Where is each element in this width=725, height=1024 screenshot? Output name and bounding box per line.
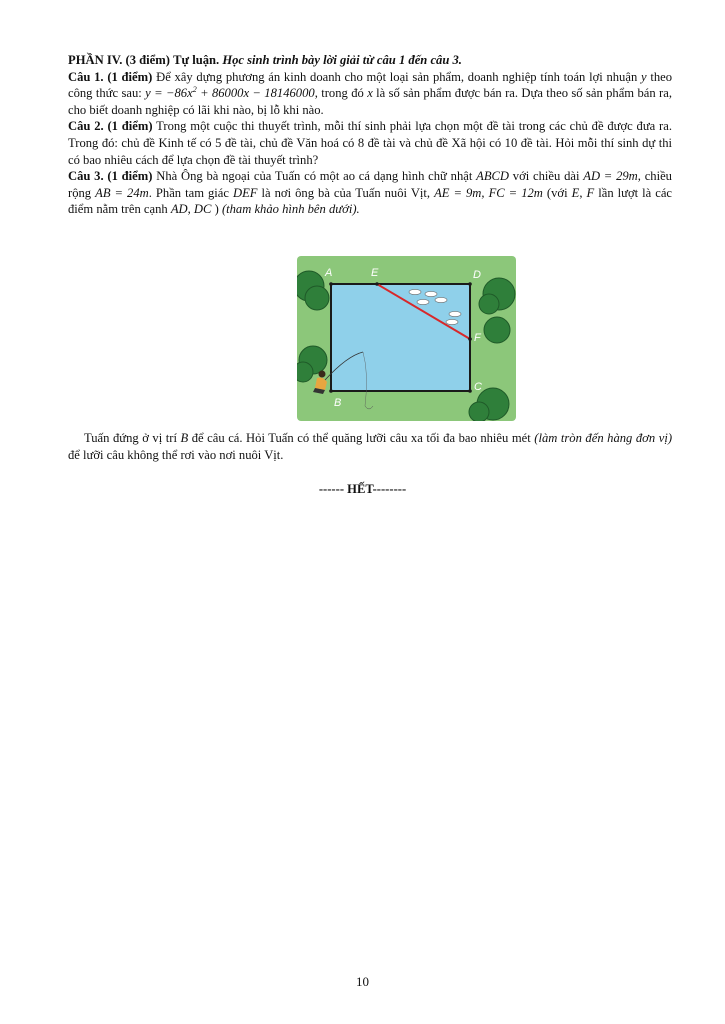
point-b xyxy=(329,389,333,393)
tree-top-left-2 xyxy=(305,286,329,310)
profit-formula: $y = -86x^2 + 86000x - 18146000$ xyxy=(145,85,315,101)
question-1: Câu 1. (1 điểm) Để xây dựng phương án kinh doanh cho một loại sản phẩm, doanh nghiệp tính toán lợi nhuận y theo công thức sau: $y = -86x^2 + 86000x - 18146000$, trong đó x là số sản phẩm được bán ra. Dựa theo số sản phẩm bán ra, cho biết doanh nghiệp có lãi khi nào, bị lỗ khi nào. xyxy=(68,69,673,117)
label-c: C xyxy=(474,381,482,393)
point-f xyxy=(468,337,472,341)
question-3-ask: Tuấn đứng ở vị trí B để câu cá. Hỏi Tuấn có thể quăng lưỡi câu xa tối đa bao nhiêu mét (làm tròn đến hàng đơn vị) để lưỡi câu không thể rơi vào nơi nuôi Vịt. xyxy=(68,431,673,462)
point-c xyxy=(468,389,472,393)
tree-mid-right xyxy=(484,317,510,343)
point-e xyxy=(375,282,379,286)
label-b: B xyxy=(334,397,342,409)
label-a: A xyxy=(325,267,333,279)
duck-icon xyxy=(409,289,421,294)
label-f: F xyxy=(474,332,481,344)
duck-icon xyxy=(425,291,437,296)
question-3: Câu 3. (1 điểm) Nhà Ông bà ngoại của Tuấn có một ao cá dạng hình chữ nhật ABCD với chiều dài AD = 29m, chiều rộng AB = 24m. Phần tam giác DEF là nơi ông bà của Tuấn nuôi Vịt, AE = 9m, FC = 12m (với E, F lần lượt là các điểm nằm trên cạnh AD, DC ) (tham khảo hình bên dưới). xyxy=(68,169,673,217)
point-a xyxy=(329,282,333,286)
question-2: Câu 2. (1 điểm) Trong một cuộc thi thuyết trình, mỗi thí sinh phải lựa chọn một đề tài trong các chủ đề được đưa ra. Trong đó: chủ đề Kinh tế có 5 đề tài, chủ đề Văn hoá có 8 đề tài và chủ đề Xã hội có 10 đề tài. Hỏi mỗi thí sinh dự thi có bao nhiêu cách để lựa chọn đề tài thuyết trình? xyxy=(68,119,672,167)
page-number: 10 xyxy=(356,974,369,989)
tree-top-right-2 xyxy=(479,294,499,314)
label-d: D xyxy=(473,269,481,281)
label-e: E xyxy=(371,267,379,279)
duck-icon xyxy=(417,299,429,304)
pond-illustration xyxy=(297,256,516,421)
section-header: PHẦN IV. (3 điểm) Tự luận. Học sinh trình bày lời giải từ câu 1 đến câu 3. xyxy=(68,53,462,67)
duck-icon xyxy=(449,311,461,316)
duck-icon xyxy=(446,319,458,324)
question-block xyxy=(68,52,672,218)
pond-rect xyxy=(331,284,470,391)
end-marker: ------ HẾT-------- xyxy=(318,482,407,496)
duck-icon xyxy=(435,297,447,302)
tree-bottom-right-2 xyxy=(469,402,489,421)
point-d xyxy=(468,282,472,286)
pond-figure xyxy=(297,256,516,421)
tree-mid-left-2 xyxy=(297,362,313,382)
